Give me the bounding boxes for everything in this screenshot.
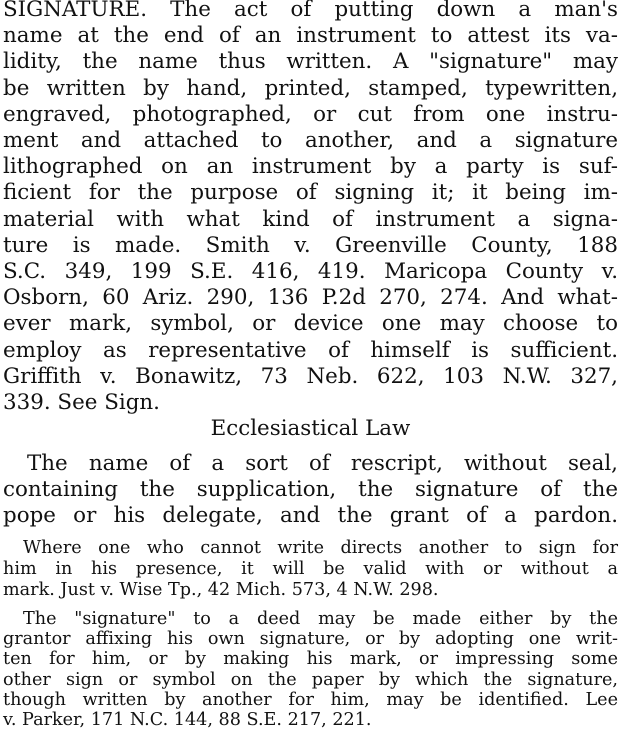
definition-line: lithographed on an instrument by a party is suf- (3, 154, 618, 180)
section-heading-text: Ecclesiastical Law (210, 416, 411, 441)
section-heading (3, 416, 618, 442)
note-deed-paragraph (3, 609, 618, 730)
note-mark-line: mark. Just v. Wise Tp., 42 Mich. 573, 4 N.W. 298. (3, 580, 439, 600)
note-mark-line: Where one who cannot write directs another to sign for (23, 538, 618, 558)
definition-line: Osborn, 60 Ariz. 290, 136 P.2d 270, 274. And what- (3, 285, 618, 311)
note-deed-line: ten for him, or by making his mark, or impressing some (3, 649, 618, 670)
note-deed-line: The "signature" to a deed may be made either by the (23, 609, 618, 629)
definition-line: name at the end of an instrument to attest its va- (3, 23, 618, 49)
definition-line: 339. See Sign. (3, 390, 160, 416)
definition-line: ture is made. Smith v. Greenville County, 188 (3, 232, 618, 258)
definition-line: S.C. 349, 199 S.E. 416, 419. Maricopa County v. (3, 259, 618, 285)
note-deed-line: though written by another for him, may be identified. Lee (3, 689, 618, 710)
note-deed-line: other sign or symbol on the paper by which the signature, (3, 669, 618, 690)
definition-line: Griffith v. Bonawitz, 73 Neb. 622, 103 N.W. 327, (3, 363, 618, 389)
definition-line: lidity, the name thus written. A "signature" may (3, 49, 618, 75)
ecclesiastical-line: pope or his delegate, and the grant of a pardon. (3, 503, 618, 529)
definition-line: ever mark, symbol, or device one may choose to (3, 311, 618, 337)
ecclesiastical-paragraph (3, 451, 618, 530)
ecclesiastical-line: The name of a sort of rescript, without seal, (27, 451, 618, 476)
definition-line: SIGNATURE. The act of putting down a man's (3, 0, 618, 22)
definition-paragraph (3, 0, 618, 416)
definition-line: material with what kind of instrument a signa- (3, 206, 618, 232)
definition-line: engraved, photographed, or cut from one instru- (3, 101, 618, 127)
note-mark-line: him in his presence, it will be valid with or without a (3, 559, 618, 579)
note-mark-paragraph (3, 538, 618, 601)
ecclesiastical-line: containing the supplication, the signature of the (3, 477, 618, 503)
definition-line: ment and attached to another, and a signature (3, 128, 618, 154)
note-deed-line: v. Parker, 171 N.C. 144, 88 S.E. 217, 221. (3, 710, 372, 730)
definition-line: employ as representative of himself is sufficient. (3, 337, 618, 363)
definition-line: ficient for the purpose of signing it; it being im- (3, 180, 618, 206)
definition-line: be written by hand, printed, stamped, typewritten, (3, 75, 618, 101)
note-deed-line: grantor affixing his own signature, or by adopting one writ- (3, 629, 618, 650)
